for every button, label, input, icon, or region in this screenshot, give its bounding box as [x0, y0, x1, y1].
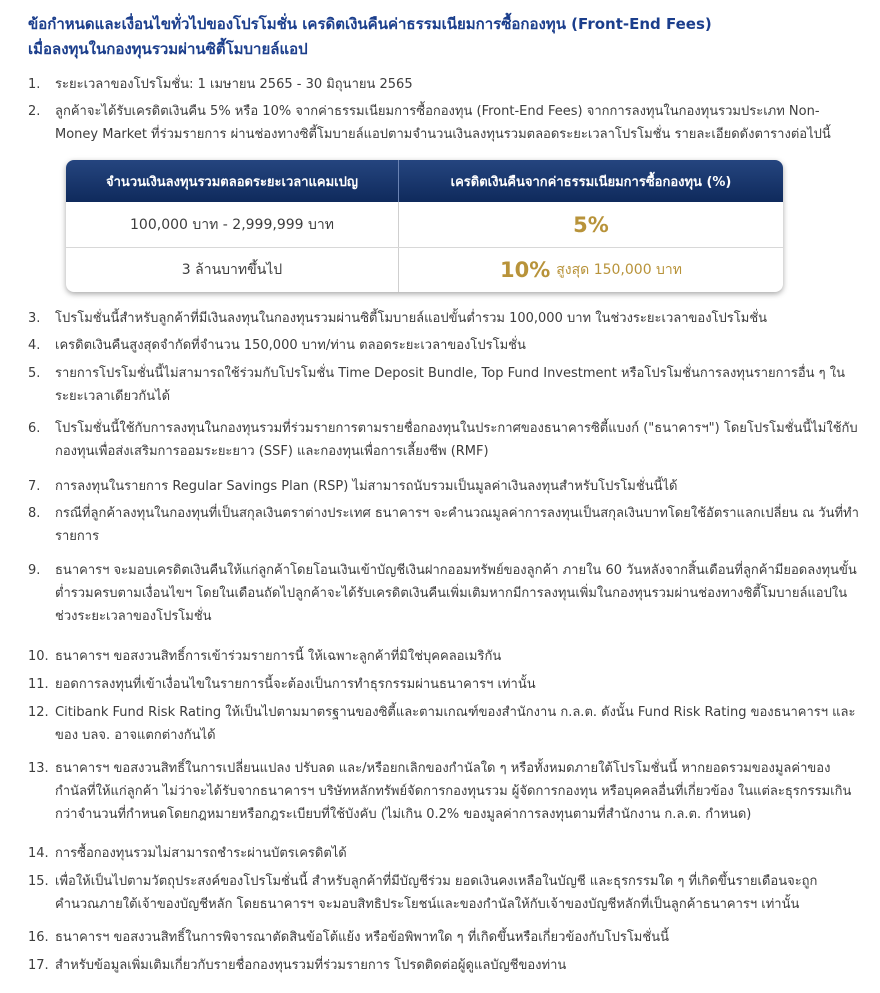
- cell-credit: [399, 248, 783, 292]
- header-credit-percent: เครดิตเงินคืนจากค่าธรรมเนียมการซื้อกองทุน (%): [450, 174, 732, 190]
- term-number: 12.: [28, 705, 49, 720]
- term-number: 8.: [28, 506, 41, 521]
- table-header: [66, 160, 783, 202]
- term-item: [28, 502, 860, 548]
- term-number: 10.: [28, 649, 49, 664]
- term-item: [28, 954, 860, 977]
- table-row: [66, 202, 783, 247]
- term-number: 3.: [28, 311, 41, 326]
- term-text: โปรโมชั่นนี้สำหรับลูกค้าที่มีเงินลงทุนในกองทุนรวมผ่านซิตี้โมบายล์แอปขั้นต่ำรวม 100,000 บาท ในช่วงระยะเวลาของโปรโมชั่น: [55, 311, 768, 326]
- term-text: รายการโปรโมชั่นนี้ไม่สามารถใช้ร่วมกับโปรโมชั่น Time Deposit Bundle, Top Fund Investment หรือโปรโมชั่นการลงทุนรายการอื่น ๆ ในระยะเวลาเดียวกันได้: [55, 366, 845, 404]
- term-number: 5.: [28, 366, 41, 381]
- term-text: การลงทุนในรายการ Regular Savings Plan (RSP) ไม่สามารถนับรวมเป็นมูลค่าเงินลงทุนสำหรับโปรโมชั่นนี้ได้: [55, 479, 678, 494]
- term-number: 6.: [28, 421, 41, 436]
- credit-percent: 10%: [499, 258, 551, 282]
- term-item: [28, 73, 860, 96]
- title-line-1: ข้อกำหนดและเงื่อนไขทั่วไปของโปรโมชั่น เครดิตเงินคืนค่าธรรมเนียมการซื้อกองทุน (Front-End Fees): [28, 15, 712, 33]
- term-text: ลูกค้าจะได้รับเครดิตเงินคืน 5% หรือ 10% จากค่าธรรมเนียมการซื้อกองทุน (Front-End Fees) จากการลงทุนในกองทุนรวมประเภท Non-Money Market ที่ร่วมรายการ ผ่านช่องทางซิตี้โมบายล์แอปตามจำนวนเงินลงทุนรวมตลอดระยะเวลาโปรโมชั่น รายละเอียดดังตารางต่อไปนี้: [55, 104, 831, 142]
- term-item: [28, 334, 860, 357]
- term-item: [28, 673, 860, 696]
- table-row: [66, 247, 783, 292]
- term-text: การซื้อกองทุนรวมไม่สามารถชำระผ่านบัตรเครดิตได้: [55, 846, 347, 861]
- cell-investment-range: 3 ล้านบาทขึ้นไป: [66, 248, 399, 292]
- term-item: [28, 645, 860, 668]
- term-number: 17.: [28, 958, 49, 973]
- credit-percent: 5%: [573, 212, 609, 237]
- term-text: ธนาคารฯ ขอสงวนสิทธิ์ในการพิจารณาตัดสินข้อโต้แย้ง หรือข้อพิพาทใด ๆ ที่เกิดขึ้นหรือเกี่ยวข้องกับโปรโมชั่นนี้: [55, 930, 669, 945]
- term-item: [28, 926, 860, 949]
- term-number: 2.: [28, 104, 41, 119]
- term-text: Citibank Fund Risk Rating ให้เป็นไปตามมาตรฐานของซิตี้และตามเกณฑ์ของสำนักงาน ก.ล.ต. ดังนั้น Fund Risk Rating ของธนาคารฯ และของ บลจ. อาจแตกต่างกันได้: [55, 705, 856, 743]
- term-item: [28, 757, 860, 826]
- page-title: [28, 12, 868, 62]
- term-text: กรณีที่ลูกค้าลงทุนในกองทุนที่เป็นสกุลเงินตราต่างประเทศ ธนาคารฯ จะคำนวณมูลค่าการลงทุนเป็นสกุลเงินบาทโดยใช้อัตราแลกเปลี่ยน ณ วันที่ทำรายการ: [55, 506, 859, 544]
- term-item: [28, 559, 860, 628]
- term-item: [28, 842, 860, 865]
- term-number: 7.: [28, 479, 41, 494]
- term-item: [28, 701, 860, 747]
- term-number: 1.: [28, 77, 41, 92]
- term-number: 15.: [28, 874, 49, 889]
- cell-credit: [399, 202, 783, 247]
- credit-cap-note: สูงสุด 150,000 บาท: [556, 262, 683, 278]
- term-text: ธนาคารฯ ขอสงวนสิทธิ์ในการเปลี่ยนแปลง ปรับลด และ/หรือยกเลิกของกำนัลใด ๆ หรือทั้งหมดภายใต้โปรโมชั่นนี้ หากยอดรวมของมูลค่าของกำนัลที่ให้แก่ลูกค้า ไม่ว่าจะได้รับจากธนาคารฯ บริษัทหลักทรัพย์จัดการกองทุนรวม ผู้จัดการกองทุน หรือบุคคลอื่นที่เกี่ยวข้อง ในแต่ละธุรกรรมเกินกว่าจำนวนที่กำหนดโดยกฎหมายหรือกฎระเบียบที่ใช้บังคับ (ไม่เกิน 0.2% ของมูลค่าการลงทุนตามที่สำนักงาน ก.ล.ต. กำหนด): [55, 761, 852, 822]
- term-item: [28, 870, 860, 916]
- term-text: โปรโมชั่นนี้ใช้กับการลงทุนในกองทุนรวมที่ร่วมรายการตามรายชื่อกองทุนในประกาศของธนาคารซิตี้แบงก์ ("ธนาคารฯ") โดยโปรโมชั่นนี้ไม่ใช้กับกองทุนเพื่อส่งเสริมการออมระยะยาว (SSF) และกองทุนเพื่อการเลี้ยงชีพ (RMF): [55, 421, 858, 459]
- term-text: ธนาคารฯ ขอสงวนสิทธิ์การเข้าร่วมรายการนี้ ให้เฉพาะลูกค้าที่มิใช่บุคคลอเมริกัน: [55, 649, 502, 664]
- term-item: [28, 417, 860, 463]
- term-text: ธนาคารฯ จะมอบเครดิตเงินคืนให้แก่ลูกค้าโดยโอนเงินเข้าบัญชีเงินฝากออมทรัพย์ของลูกค้า ภายใน 60 วันหลังจากสิ้นเดือนที่ลูกค้ามียอดลงทุนขั้นต่ำรวมครบตามเงื่อนไขฯ โดยในเดือนถัดไปลูกค้าจะได้รับเครดิตเงินคืนเพิ่มเติมหากมีการลงทุนเพิ่มในกองทุนรวมผ่านช่องทางซิตี้โมบายล์แอปในช่วงระยะเวลาของโปรโมชั่น: [55, 563, 857, 624]
- title-line-2: เมื่อลงทุนในกองทุนรวมผ่านซิตี้โมบายล์แอป: [28, 40, 308, 58]
- term-item: [28, 307, 860, 330]
- term-text: ระยะเวลาของโปรโมชั่น: 1 เมษายน 2565 - 30 มิถุนายน 2565: [55, 77, 413, 92]
- term-number: 14.: [28, 846, 49, 861]
- term-text: เครดิตเงินคืนสูงสุดจำกัดที่จำนวน 150,000 บาท/ท่าน ตลอดระยะเวลาของโปรโมชั่น: [55, 338, 526, 353]
- term-number: 13.: [28, 761, 49, 776]
- term-text: เพื่อให้เป็นไปตามวัตถุประสงค์ของโปรโมชั่นนี้ สำหรับลูกค้าที่มีบัญชีร่วม ยอดเงินคงเหลือในบัญชี และธุรกรรมใด ๆ ที่เกิดขึ้นรายเดือนจะถูกคำนวณภายใต้เจ้าของบัญชีหลัก โดยธนาคารฯ จะมอบสิทธิประโยชน์และของกำนัลให้กับเจ้าของบัญชีหลักที่เป็นลูกค้าธนาคารฯ เท่านั้น: [55, 874, 818, 912]
- term-item: [28, 475, 860, 498]
- term-number: 11.: [28, 677, 49, 692]
- term-item: [28, 100, 860, 146]
- cashback-rate-table: [66, 160, 783, 292]
- header-investment-amount: จำนวนเงินลงทุนรวมตลอดระยะเวลาแคมเปญ: [66, 160, 399, 202]
- term-text: ยอดการลงทุนที่เข้าเงื่อนไขในรายการนี้จะต้องเป็นการทำธุรกรรมผ่านธนาคารฯ เท่านั้น: [55, 677, 536, 692]
- term-number: 9.: [28, 563, 41, 578]
- term-number: 4.: [28, 338, 41, 353]
- term-number: 16.: [28, 930, 49, 945]
- term-text: สำหรับข้อมูลเพิ่มเติมเกี่ยวกับรายชื่อกองทุนรวมที่ร่วมรายการ โปรดติดต่อผู้ดูแลบัญชีของท่าน: [55, 958, 567, 973]
- term-item: [28, 362, 860, 408]
- cell-investment-range: 100,000 บาท - 2,999,999 บาท: [66, 202, 399, 247]
